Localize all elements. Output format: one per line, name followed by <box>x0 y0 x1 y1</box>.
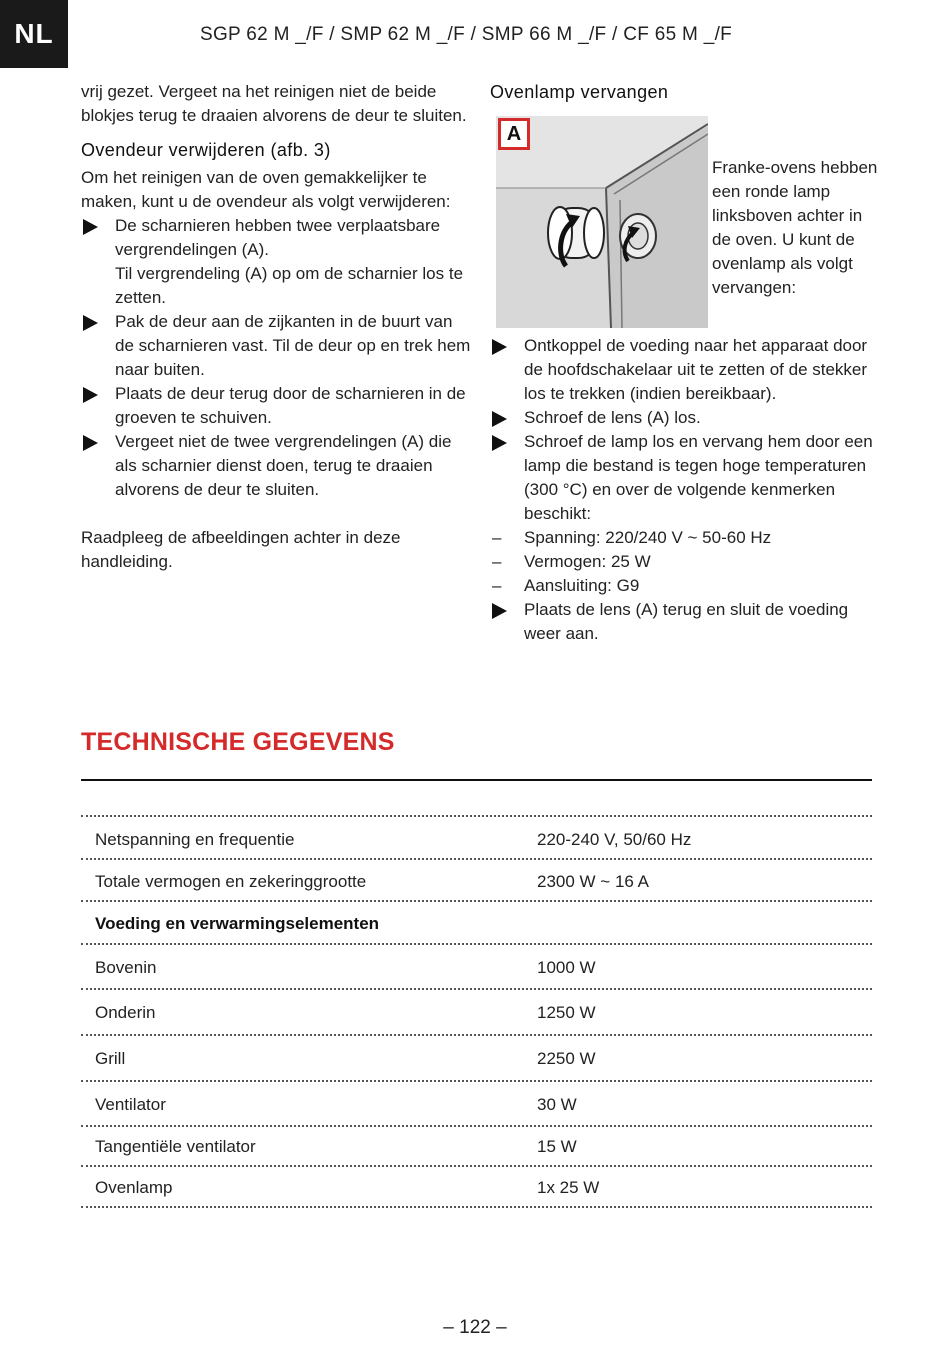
list-item-text: Vergeet niet de twee vergrendelingen (A) die als scharnier dienst doen, terug te draaien alvorens de deur te sluiten. <box>115 432 452 499</box>
list-item-text: Til vergrendeling (A) op om de scharnier los te zetten. <box>115 264 464 307</box>
arrow-bullet-icon <box>492 411 507 427</box>
table-row <box>81 1034 872 1080</box>
spec-table <box>81 815 872 1208</box>
lamp-steps-list <box>490 334 880 646</box>
arrow-bullet-icon <box>492 339 507 355</box>
model-header: SGP 62 M _/F / SMP 62 M _/F / SMP 66 M _/F / CF 65 M _/F <box>200 24 733 45</box>
arrow-bullet-icon <box>83 435 98 451</box>
list-item <box>490 598 880 646</box>
list-item <box>490 430 880 526</box>
left-column <box>81 80 471 574</box>
table-row <box>81 988 872 1034</box>
dash-item <box>490 526 880 550</box>
dash-bullet-icon: – <box>492 552 502 571</box>
list-item-text: Schroef de lamp los en vervang hem door een lamp die bestand is tegen hoge temperaturen (300 °C) en over de volgende kenmerken beschikt: <box>524 432 873 523</box>
list-item-text: Ontkoppel de voeding naar het apparaat door de hoofdschakelaar uit te zetten of de stekker los te trekken (indien bereikbaar). <box>524 336 868 403</box>
list-item <box>490 406 880 430</box>
list-item-text: Pak de deur aan de zijkanten in de buurt van de scharnieren vast. Til de deur op en trek hem naar buiten. <box>115 312 471 379</box>
table-row <box>81 1125 872 1165</box>
right-column <box>490 80 880 646</box>
door-steps-list <box>81 214 471 502</box>
arrow-bullet-icon <box>83 387 98 403</box>
dash-item <box>490 550 880 574</box>
spec-value: 2250 W <box>537 1049 596 1068</box>
spec-label: Netspanning en frequentie <box>95 830 295 849</box>
page-number: – 122 – <box>443 1317 507 1338</box>
spec-value: 1250 W <box>537 1003 596 1022</box>
spec-value: 1000 W <box>537 958 596 977</box>
spec-label: Totale vermogen en zekeringgrootte <box>95 872 367 891</box>
spec-label: Onderin <box>95 1003 156 1022</box>
arrow-bullet-icon <box>83 315 98 331</box>
spec-value: 220-240 V, 50/60 Hz <box>537 830 692 849</box>
arrow-bullet-icon <box>492 603 507 619</box>
list-item-text: Plaats de lens (A) terug en sluit de voeding weer aan. <box>524 600 849 643</box>
door-removal-heading: Ovendeur verwijderen (afb. 3) <box>81 140 331 160</box>
spec-label: Ovenlamp <box>95 1178 173 1197</box>
spec-label: Tangentiële ventilator <box>95 1137 256 1156</box>
list-item-text: Plaats de deur terug door de scharnieren in de groeven te schuiven. <box>115 384 466 427</box>
list-item-text: Aansluiting: G9 <box>524 576 640 595</box>
spec-label: Bovenin <box>95 958 157 977</box>
list-item <box>81 430 471 502</box>
table-row <box>81 1080 872 1125</box>
spec-label: Grill <box>95 1049 126 1068</box>
arrow-bullet-icon <box>83 219 98 235</box>
list-item <box>81 214 471 310</box>
intro-paragraph: vrij gezet. Vergeet na het reinigen niet de beide blokjes terug te draaien alvorens de deur te sluiten. <box>81 82 467 125</box>
table-row <box>81 1165 872 1208</box>
door-removal-intro: Om het reinigen van de oven gemakkelijker te maken, kunt u de ovendeur als volgt verwijderen: <box>81 168 451 211</box>
table-row <box>81 900 872 943</box>
lamp-description: Franke-ovens hebben een ronde lamp linksboven achter in de oven. U kunt de ovenlamp als volgt vervangen: <box>712 158 878 297</box>
spec-value: 15 W <box>537 1137 577 1156</box>
arrow-bullet-icon <box>492 435 507 451</box>
dash-bullet-icon: – <box>492 528 502 547</box>
dash-item <box>490 574 880 598</box>
divider <box>81 779 872 781</box>
spec-value: 2300 W ~ 16 A <box>537 872 649 891</box>
figure-label-a: A <box>498 118 530 150</box>
list-item-text: Vermogen: 25 W <box>524 552 651 571</box>
list-item-text: De scharnieren hebben twee verplaatsbare vergrendelingen (A). <box>115 216 441 259</box>
table-row <box>81 858 872 900</box>
spec-label: Ventilator <box>95 1095 166 1114</box>
spec-group-heading: Voeding en verwarmingselementen <box>95 914 380 933</box>
table-row <box>81 943 872 988</box>
list-item-text: Schroef de lens (A) los. <box>524 408 701 427</box>
list-item <box>81 382 471 430</box>
table-row <box>81 815 872 858</box>
language-badge: NL <box>0 0 68 68</box>
reference-note: Raadpleeg de afbeeldingen achter in deze handleiding. <box>81 528 401 571</box>
lamp-replacement-heading: Ovenlamp vervangen <box>490 82 669 102</box>
dash-bullet-icon: – <box>492 576 502 595</box>
list-item-text: Spanning: 220/240 V ~ 50-60 Hz <box>524 528 772 547</box>
lamp-illustration <box>496 116 708 328</box>
spec-value: 1x 25 W <box>537 1178 600 1197</box>
list-item <box>81 310 471 382</box>
list-item <box>490 334 880 406</box>
spec-value: 30 W <box>537 1095 577 1114</box>
lamp-figure-row <box>490 114 880 334</box>
tech-section-title: TECHNISCHE GEGEVENS <box>81 728 395 756</box>
